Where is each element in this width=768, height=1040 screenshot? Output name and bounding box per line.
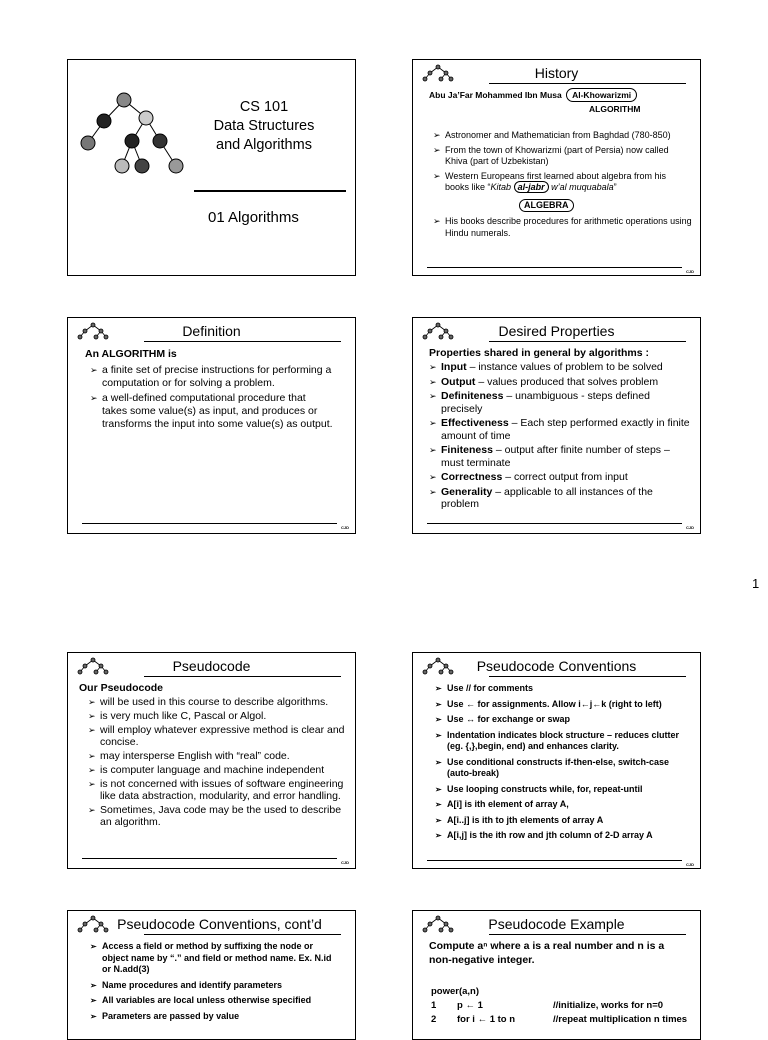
footer-tag: CJD	[685, 862, 694, 867]
list-item: ➢ Use // for comments	[433, 683, 688, 695]
header-rule	[489, 341, 686, 342]
code-line	[431, 1013, 692, 1027]
course-name-line2: and Algorithms	[216, 137, 312, 153]
property-output: ➢ Output – values produced that solves problem	[427, 376, 690, 389]
course-name-line1: Data Structures	[213, 118, 315, 134]
slide-definition	[67, 317, 356, 534]
footer-rule	[427, 860, 682, 861]
slide-title-text: History	[534, 65, 579, 81]
list-item: ➢ Use conditional constructs if-then-else, switch-case (auto-break)	[433, 757, 688, 780]
code-statement: for i ← 1 to n	[457, 1014, 516, 1025]
definition-heading: An ALGORITHM is	[85, 348, 177, 360]
conventions-list	[433, 683, 688, 846]
slide-title-text: Pseudocode Example	[488, 916, 625, 932]
course-title	[194, 98, 334, 155]
footer-rule	[427, 267, 682, 268]
list-item: ➢ a finite set of precise instructions for performing a computation or for solving a problem.	[88, 364, 333, 390]
list-item: ➢ is very much like C, Pascal or Algol.	[86, 710, 347, 722]
slide-title-text: Definition	[182, 323, 241, 339]
kitab-text: Kitab	[490, 182, 512, 192]
slide-title-text: Pseudocode Conventions, cont’d	[117, 916, 322, 932]
code-statement: p ← 1	[457, 1000, 483, 1011]
list-item: ➢ Parameters are passed by value	[88, 1011, 337, 1023]
list-item: ➢ From the town of Khowarizmi (part of Persia) now called Khiva (part of Uzbekistan)	[431, 145, 692, 168]
list-item: ➢ His books describe procedures for arithmetic operations using Hindu numerals.	[431, 216, 692, 239]
slide-pseudocode	[67, 652, 356, 869]
wal-text: w’al muquabala	[551, 182, 614, 192]
slide-pseudocode-example	[412, 910, 701, 1040]
history-list	[431, 130, 692, 241]
property-correctness: ➢ Correctness – correct output from input	[427, 471, 690, 484]
list-item: ➢ Use looping constructs while, for, repeat-until	[433, 784, 688, 796]
list-item: ➢ is computer language and machine independent	[86, 764, 347, 776]
slide-title-text: Pseudocode Conventions	[476, 658, 637, 674]
lecture-title: 01 Algorithms	[208, 209, 299, 226]
slide-title	[67, 59, 356, 276]
footer-rule	[82, 523, 337, 524]
header-rule	[489, 676, 686, 677]
code-comment: //initialize, works for n=0	[553, 1000, 664, 1011]
name-circled: Al-Khowarizmi	[566, 88, 637, 102]
al-jabr-circled: al-jabr	[514, 181, 549, 193]
pseudocode-heading: Our Pseudocode	[79, 682, 164, 694]
slide-history	[412, 59, 701, 276]
list-item: ➢ Use ← for assignments. Allow i←j←k (right to left)	[433, 699, 688, 711]
list-item: ➢ All variables are local unless otherwise specified	[88, 995, 337, 1007]
definition-list	[88, 364, 333, 433]
conventions-contd-list	[88, 941, 337, 1026]
list-item: ➢ A[i] is ith element of array A,	[433, 799, 688, 811]
footer-rule	[82, 858, 337, 859]
slide-pseudocode-conventions	[412, 652, 701, 869]
title-divider	[194, 190, 346, 192]
footer-tag: CJD	[685, 269, 694, 274]
header-rule	[144, 341, 341, 342]
code-line	[431, 999, 692, 1013]
property-finiteness: ➢ Finiteness – output after finite number of steps – must terminate	[427, 444, 690, 469]
property-input: ➢ Input – instance values of problem to be solved	[427, 361, 690, 374]
slide-pseudocode-conventions-contd	[67, 910, 356, 1040]
properties-list	[427, 361, 690, 513]
footer-tag: CJD	[685, 525, 694, 530]
list-item: ➢ may intersperse English with “real” code.	[86, 750, 347, 762]
list-item: ➢ a well-defined computational procedure that takes some value(s) as input, and produces or transforms the input into some value(s) as output.	[88, 392, 333, 431]
list-item: ➢ is not concerned with issues of software engineering like data abstraction, modularity, and error handling.	[86, 778, 347, 802]
line-number: 1	[431, 1000, 437, 1011]
header-rule	[144, 676, 341, 677]
footer-rule	[427, 523, 682, 524]
footer-tag: CJD	[340, 860, 349, 865]
list-item: ➢ Indentation indicates block structure – reduces clutter (eg. {,},begin, end) and enhances clarity.	[433, 730, 688, 753]
header-rule	[489, 83, 686, 84]
list-item: ➢ A[i..j] is ith to jth elements of array A	[433, 815, 688, 827]
code-comment: //repeat multiplication n times	[553, 1014, 688, 1025]
example-code	[431, 985, 692, 1027]
algorithm-label: ALGORITHM	[589, 104, 641, 114]
header-rule	[489, 934, 686, 935]
line-number: 2	[431, 1014, 437, 1025]
list-item: ➢ Sometimes, Java code may be the used to describe an algorithm.	[86, 804, 347, 828]
list-item: ➢ Name procedures and identify parameters	[88, 980, 337, 992]
list-item: ➢ A[i,j] is the ith row and jth column of 2-D array A	[433, 830, 688, 842]
list-item: ➢ Western Europeans first learned about algebra from his books like “Kitab al-jabr w’al muquabala”	[431, 171, 692, 194]
property-definiteness: ➢ Definiteness – unambiguous - steps defined precisely	[427, 390, 690, 415]
list-item: ➢ Astronomer and Mathematician from Baghdad (780-850)	[431, 130, 692, 142]
header-rule	[144, 934, 341, 935]
pseudocode-list	[86, 696, 347, 830]
properties-heading: Properties shared in general by algorithms :	[429, 347, 649, 359]
full-name: Abu Ja’Far Mohammed Ibn Musa	[429, 90, 562, 100]
page-number: 1	[752, 576, 760, 591]
course-code: CS 101	[239, 99, 289, 115]
property-effectiveness: ➢ Effectiveness – Each step performed exactly in finite amount of time	[427, 417, 690, 442]
list-item: ➢ will be used in this course to describe algorithms.	[86, 696, 347, 708]
binary-tree-diagram	[76, 88, 194, 212]
footer-tag: CJD	[340, 525, 349, 530]
list-item: ➢ will employ whatever expressive method is clear and concise.	[86, 724, 347, 748]
list-item: ➢ Access a field or method by suffixing the node or object name by “.” and field or method name. Ex. N.id or N.add(3)	[88, 941, 337, 976]
history-name	[429, 90, 637, 100]
example-problem: Compute aⁿ where a is a real number and n is a non-negative integer.	[429, 940, 665, 966]
slide-title-text: Desired Properties	[498, 323, 615, 339]
slide-desired-properties	[412, 317, 701, 534]
slide-title-text: Pseudocode	[172, 658, 251, 674]
code-signature: power(a,n)	[431, 986, 480, 997]
property-generality: ➢ Generality – applicable to all instances of the problem	[427, 486, 690, 511]
algebra-label: ALGEBRA	[519, 199, 574, 213]
list-item: ➢ Use ↔ for exchange or swap	[433, 714, 688, 726]
